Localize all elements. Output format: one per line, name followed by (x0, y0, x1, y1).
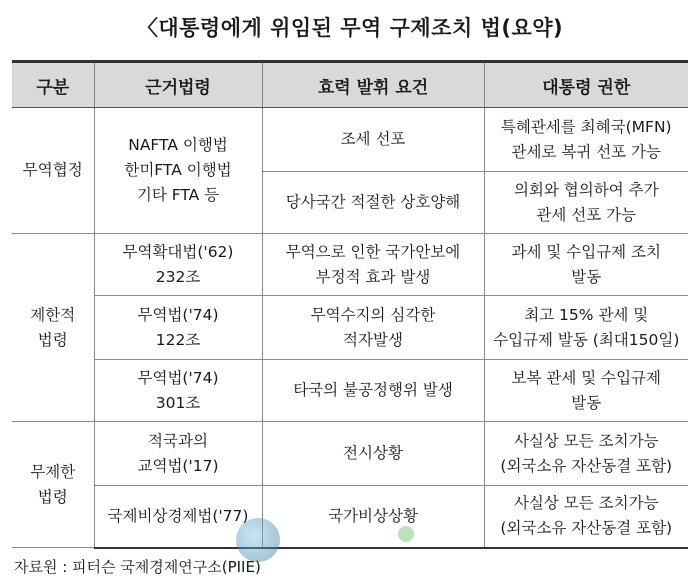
law-line: 적국과의 (148, 431, 208, 450)
power-line: 의회와 협의하여 추가 (513, 180, 659, 199)
source-note: 자료원 : 피터슨 국제경제연구소(PIIE) (14, 558, 261, 576)
condition-line: 당사국간 적절한 상호양해 (285, 193, 461, 211)
power-line: (외국소유 자산동결 포함) (500, 456, 673, 475)
table-row (12, 234, 688, 296)
group-label-line: 제한적 (30, 305, 76, 324)
table-title: 〈대통령에게 위임된 무역 구제조치 법(요약) (136, 16, 564, 40)
power-line: (외국소유 자산동결 포함) (500, 519, 673, 538)
law-line: 301조 (155, 393, 201, 412)
law-line: 232조 (155, 267, 201, 286)
power-line: 최고 15% 관세 및 (524, 305, 649, 324)
law-line: 한미FTA 이행법 (124, 161, 232, 179)
power-cell (484, 108, 688, 172)
table-row (12, 486, 688, 548)
law-line: 122조 (155, 330, 201, 349)
power-line: 사실상 모든 조치가능 (513, 494, 659, 513)
power-line: 과세 및 수입규제 조치 (511, 242, 662, 261)
trade-remedy-table (12, 60, 688, 549)
power-cell (484, 234, 688, 296)
condition-line: 적자발생 (343, 330, 403, 349)
group-label-line: 무역협정 (22, 161, 83, 179)
table-row (12, 296, 688, 360)
condition-cell (262, 486, 484, 548)
group-label-line: 법령 (37, 330, 68, 349)
law-line: 국제비상경제법('77) (107, 506, 249, 525)
header-category: 구분 (12, 62, 94, 108)
condition-line: 타국의 불공정행위 발생 (293, 381, 453, 399)
power-line: 발동 (571, 267, 602, 286)
power-line: 사실상 모든 조치가능 (513, 431, 659, 450)
law-line: 무역법('74) (137, 368, 219, 387)
power-cell (484, 422, 688, 486)
power-line: 관세로 복귀 선포 가능 (511, 142, 662, 161)
power-cell (484, 172, 688, 234)
condition-line: 전시상황 (343, 444, 403, 462)
header-legal-basis: 근거법령 (94, 62, 262, 108)
law-cell (94, 296, 262, 360)
group-label-line: 법령 (37, 487, 68, 506)
power-line: 보복 관세 및 수입규제 (511, 368, 662, 387)
law-cell (94, 234, 262, 296)
condition-line: 부정적 효과 발생 (315, 267, 431, 286)
condition-line: 무역수지의 심각한 (310, 305, 436, 324)
law-cell (94, 360, 262, 422)
power-line: 특혜관세를 최혜국(MFN) (500, 117, 672, 136)
power-line: 발동 (571, 393, 602, 412)
header-president-powers: 대통령 권한 (484, 62, 688, 108)
law-line: NAFTA 이행법 (128, 136, 228, 154)
header-row (12, 62, 688, 108)
power-line: 관세 선포 가능 (536, 205, 637, 224)
condition-cell (262, 360, 484, 422)
condition-cell (262, 172, 484, 234)
condition-line: 무역으로 인한 국가안보에 (285, 242, 461, 261)
header-conditions: 효력 발휘 요건 (262, 62, 484, 108)
group-cell (12, 422, 94, 548)
law-cell (94, 422, 262, 486)
condition-line: 국가비상상황 (328, 506, 418, 525)
law-cell (94, 108, 262, 234)
power-cell (484, 360, 688, 422)
group-label-line: 무제한 (30, 462, 76, 481)
group-cell (12, 108, 94, 234)
table-row (12, 108, 688, 172)
condition-cell (262, 422, 484, 486)
condition-cell (262, 234, 484, 296)
watermark-dot-icon (398, 526, 414, 542)
condition-cell (262, 108, 484, 172)
power-cell (484, 486, 688, 548)
law-line: 무역확대법('62) (122, 242, 234, 261)
law-line: 기타 FTA 등 (136, 186, 220, 204)
table-row (12, 422, 688, 486)
power-line: 수입규제 발동 (최대150일) (493, 330, 680, 349)
condition-line: 조세 선포 (340, 130, 406, 148)
group-cell (12, 234, 94, 422)
condition-cell (262, 296, 484, 360)
law-line: 무역법('74) (137, 305, 219, 324)
power-cell (484, 296, 688, 360)
law-line: 교역법('17) (137, 456, 219, 475)
table-row (12, 360, 688, 422)
